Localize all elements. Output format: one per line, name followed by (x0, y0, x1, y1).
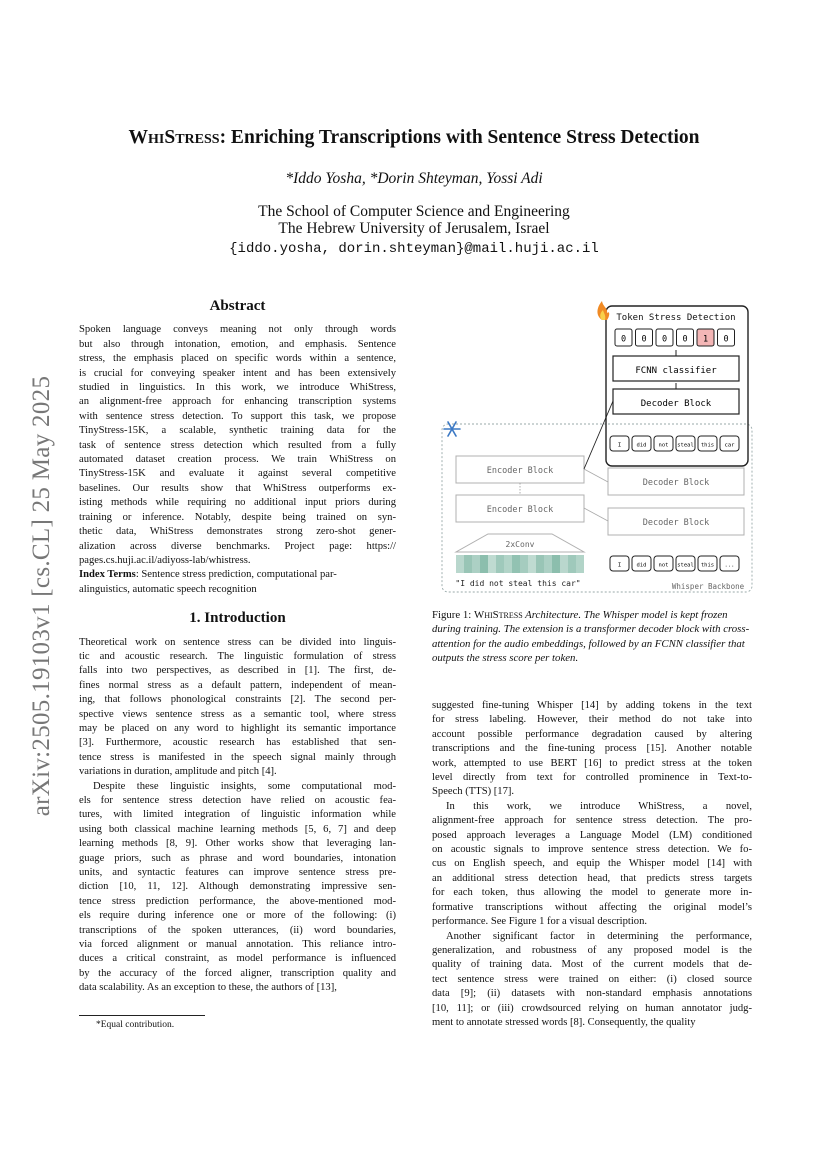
introduction-line: Despite these linguistic insights, some computational mod- (93, 780, 396, 792)
body-line: work, attempted to use BERT [16] to predict stress at the token (432, 757, 752, 769)
stress-value: 0 (620, 334, 627, 345)
body-line: for stress labeling. However, their method do not take into (432, 714, 752, 726)
spectrogram-frame (544, 555, 552, 573)
frozen-decoder-label-bottom: Decoder Block (642, 518, 710, 528)
introduction-line: may be placed on any word to highlight its semantic importance (79, 722, 396, 734)
body-line: Another significant factor in determining the performance, (446, 930, 752, 942)
introduction-line: transcriptions of the spoken utterances, (ii) word boundaries, (79, 924, 396, 936)
stress-value: 0 (682, 334, 688, 345)
abstract-line: TinyStress-15K and evaluate it against several competitive (79, 468, 396, 480)
index-terms-line-2: alinguistics, automatic speech recognition (79, 583, 257, 595)
spectrogram-frame (496, 555, 504, 573)
token-row-bottom (610, 556, 739, 571)
index-terms (79, 568, 396, 582)
abstract-line: automated dataset creation process. We train WhiStress on (79, 454, 396, 466)
whisper-backbone-label: Whisper Backbone (671, 582, 745, 591)
abstract-line: isting methods while requiring no additional input priors during (79, 497, 396, 509)
introduction-line: [3]. Furthermore, acoustic research has established that sen- (79, 737, 396, 749)
body-line: on acoustic signals to improve sentence stress detection. We fo- (432, 844, 752, 856)
token-label: this (700, 562, 715, 569)
trainable-decoder-label: Decoder Block (640, 399, 712, 409)
body-line: ment to annotate stressed words [8]. Consequently, the quality (432, 1016, 696, 1028)
body-line: generalization, and robustness of any proposed model is the (432, 944, 752, 956)
right-paragraph-1 (432, 699, 752, 800)
introduction-line: Theoretical work on sentence stress can be divided into linguis- (79, 636, 396, 648)
abstract-line: training or inference. Notably, despite being trained on syn- (79, 511, 396, 523)
introduction-line: via forced alignment or manual annotation. This reliance intro- (79, 939, 396, 951)
spectrogram-frame (488, 555, 496, 573)
token-label: ... (724, 562, 735, 569)
abstract-heading: Abstract (209, 298, 266, 314)
affiliation (60, 203, 768, 237)
arxiv-sidebar (14, 346, 74, 846)
body-line: an additional stress detection head, that predicts stress targets (432, 872, 752, 884)
token-row-top (610, 436, 739, 451)
abstract-line: baselines. Our results show that WhiStress outperforms ex- (79, 482, 396, 494)
title-rest: : Enriching Transcriptions with Sentence Stress Detection (219, 127, 700, 148)
token-label: I (617, 562, 622, 569)
introduction-line: falls into two perspectives, as described in [1]. The first, de- (79, 665, 396, 677)
introduction-line: tic and acoustic research. The linguistic formulation of stress (79, 650, 396, 662)
token-label: I (617, 442, 622, 449)
body-line: tect sentence stress were trained on either: (i) closed source (432, 973, 752, 985)
architecture-figure (432, 296, 756, 598)
cross-attn-arrow-2 (584, 508, 608, 521)
abstract-line: task of sentence stress detection which resulted from a fully (79, 439, 396, 451)
introduction-paragraph-1 (79, 636, 396, 780)
abstract-line: thetic data, WhiStress demonstrates strong zero-shot gener- (79, 526, 396, 538)
conv-label: 2xConv (505, 540, 535, 549)
spectrogram-frame (528, 555, 536, 573)
stress-output-row (615, 329, 735, 346)
spectrogram-frame (536, 555, 544, 573)
caption-system-name: WhiStress (474, 609, 523, 621)
body-line: suggested fine-tuning Whisper [14] by adding tokens in the text (432, 700, 752, 711)
body-line: formative transcriptions without affecting the original model’s (432, 901, 752, 913)
utterance-label: "I did not steal this car" (455, 579, 581, 588)
abstract-line: but also through intonation, emotion, and emphasis. Sentence (79, 338, 396, 350)
abstract-line: with sentence stress detection. To support this task, we propose (79, 410, 396, 422)
cross-attn-arrow-trainable (584, 401, 613, 469)
authors: *Iddo Yosha, *Dorin Shteyman, Yossi Adi (285, 170, 543, 187)
cross-attn-arrow-1 (584, 469, 608, 482)
token-label: did (636, 442, 647, 449)
affiliation-line-1: The School of Computer Science and Engineering (258, 203, 570, 220)
body-line: In this work, we introduce WhiStress, a novel, (446, 800, 752, 812)
introduction-line: diction [10, 11, 12]. Although demonstrating impressive sen- (79, 881, 396, 893)
body-line: Speech (TTS) [17]. (432, 786, 515, 798)
token-label: did (636, 562, 647, 569)
body-line: transcriptions and the fine-tuning process [15]. Another notable (432, 743, 752, 755)
introduction-line: fines normal stress as a default pattern, independent of mean- (79, 679, 396, 691)
token-label: this (700, 442, 715, 449)
body-line: [10, 11]; or (iii) crowdsourced relying on human annotator judg- (432, 1002, 752, 1014)
introduction-line: tence stress is manifested in the speech signal mainly through (79, 751, 396, 763)
body-line: account possible performance degradation caused by altering (432, 728, 752, 740)
abstract-line: pages.cs.huji.ac.il/adiyoss-lab/whistress. (79, 554, 251, 566)
right-paragraph-2 (432, 800, 752, 930)
abstract-line: an alignment-free approach for enhancing transcription systems (79, 396, 396, 408)
body-line: performance. See Figure 1 for a visual description. (432, 916, 648, 928)
introduction-line: learning methods [8, 9]. Other works show that leveraging lan- (79, 838, 396, 850)
title-system-name: WhiStress (128, 127, 220, 148)
spectrogram-frame (504, 555, 512, 573)
abstract-body (79, 323, 396, 568)
stress-value: 0 (661, 334, 668, 345)
introduction-line: by the accuracy of the forced aligner, transcription quality and (79, 967, 396, 979)
footnote: *Equal contribution. (96, 1020, 175, 1030)
introduction-line: tence stress prediction performance, the above-mentioned mod- (79, 895, 396, 907)
abstract-line: TinyStress-15K, a scalable, synthetic training data for the (79, 425, 396, 437)
encoder-label-bottom: Encoder Block (486, 505, 554, 515)
introduction-line: variations in duration, amplitude and pitch [4]. (79, 766, 277, 778)
spectrogram-frame (520, 555, 528, 573)
caption-label: Figure 1: (432, 609, 474, 621)
right-paragraph-3 (432, 930, 752, 1031)
stress-value: 0 (723, 334, 729, 345)
stress-value: 0 (641, 334, 647, 345)
spectrogram-frame (560, 555, 568, 573)
token-stress-title: Token Stress Detection (616, 313, 736, 323)
spectrogram-frame (472, 555, 480, 573)
fcnn-label: FCNN classifier (635, 366, 717, 376)
author-emails: {iddo.yosha, dorin.shteyman}@mail.huji.ac.il (229, 241, 599, 257)
caption-text: Architecture. The Whisper model is kept frozen during training. The extension is a transformer decoder block with cross-attention for the audio embeddings, followed by an FCNN classifier that outputs the stress score per token. (432, 609, 750, 664)
spectrogram-frame (480, 555, 488, 573)
abstract-line: stress, the emphasis placed on specific words within a sentence, (79, 353, 396, 365)
body-line: for each token, thus allowing the model to generate more in- (432, 887, 752, 899)
footnote-rule (79, 1015, 205, 1016)
introduction-line: duces a critical constraint, as model performance is influenced (79, 953, 396, 965)
fire-icon (597, 301, 609, 320)
paper-title (60, 127, 768, 149)
body-line: level directly from text for controlled prominence in Text-to- (432, 772, 752, 784)
introduction-line: spective views sentence stress as a semantic tool, where stress (79, 708, 396, 720)
body-line: data [9]; (ii) datasets with non-standard emphasis annotations (432, 988, 752, 1000)
token-label: steal (677, 442, 694, 449)
index-terms-text: : Sentence stress prediction, computational par- (135, 569, 337, 581)
spectrogram-frame (464, 555, 472, 573)
left-column (79, 299, 396, 996)
token-label: car (724, 442, 735, 449)
introduction-line: els require during inference one or more of the following: (i) (79, 910, 396, 922)
introduction-paragraph-2 (79, 780, 396, 996)
introduction-line: tures, with limited integration of linguistic information while (79, 809, 396, 821)
spectrogram-frame (552, 555, 560, 573)
token-label: steal (677, 562, 694, 569)
token-label: not (658, 562, 669, 569)
body-line: alignment-free approach for sentence stress detection. The pro- (432, 815, 752, 827)
spectrogram-frame (576, 555, 584, 573)
figure-caption (432, 608, 752, 665)
abstract-line: studied in linguistics. In this work, we introduce WhiStress, (79, 382, 396, 394)
body-line: cus on English speech, and equip the Whisper model [14] with (432, 858, 752, 870)
introduction-line: using both classical machine learning methods [5, 6, 7] and deep (79, 823, 396, 835)
introduction-line: data scalability. As an exception to these, the authors of [13], (79, 982, 337, 994)
frozen-decoder-label-top: Decoder Block (642, 478, 710, 488)
token-label: not (658, 442, 669, 449)
encoder-label-top: Encoder Block (486, 466, 554, 476)
right-column (432, 699, 752, 1030)
spectrogram-frame (512, 555, 520, 573)
spectrogram-frame (456, 555, 464, 573)
body-line: posed approach leverages a Language Model (LM) conditioned (432, 829, 752, 841)
arxiv-identifier: arXiv:2505.19103v1 [cs.CL] 25 May 2025 (28, 375, 55, 817)
stress-value: 1 (702, 334, 709, 345)
abstract-line: is crucial for conveying speaker intent and has been extensively (79, 367, 396, 379)
introduction-line: ing, that follows phonological constraints [2]. The second per- (79, 694, 396, 706)
body-line: quality of training data. Most of the current models that de- (432, 959, 752, 971)
introduction-line: els for sentence stress detection have relied on acoustic fea- (79, 795, 396, 806)
index-terms-label: Index Terms (79, 569, 136, 581)
affiliation-line-2: The Hebrew University of Jerusalem, Israel (278, 220, 550, 237)
spectrogram (456, 555, 584, 573)
spectrogram-frame (568, 555, 576, 573)
abstract-line: Spoken language conveys meaning not only through words (79, 324, 396, 336)
introduction-heading: 1. Introduction (189, 610, 286, 627)
abstract-line: alization across diverse benchmarks. Project page: https:// (79, 540, 396, 552)
introduction-line: units, and syntactic features can improve sentence stress pre- (79, 867, 396, 879)
introduction-line: guage priors, such as phrase and word boundaries, intonation (79, 852, 396, 864)
